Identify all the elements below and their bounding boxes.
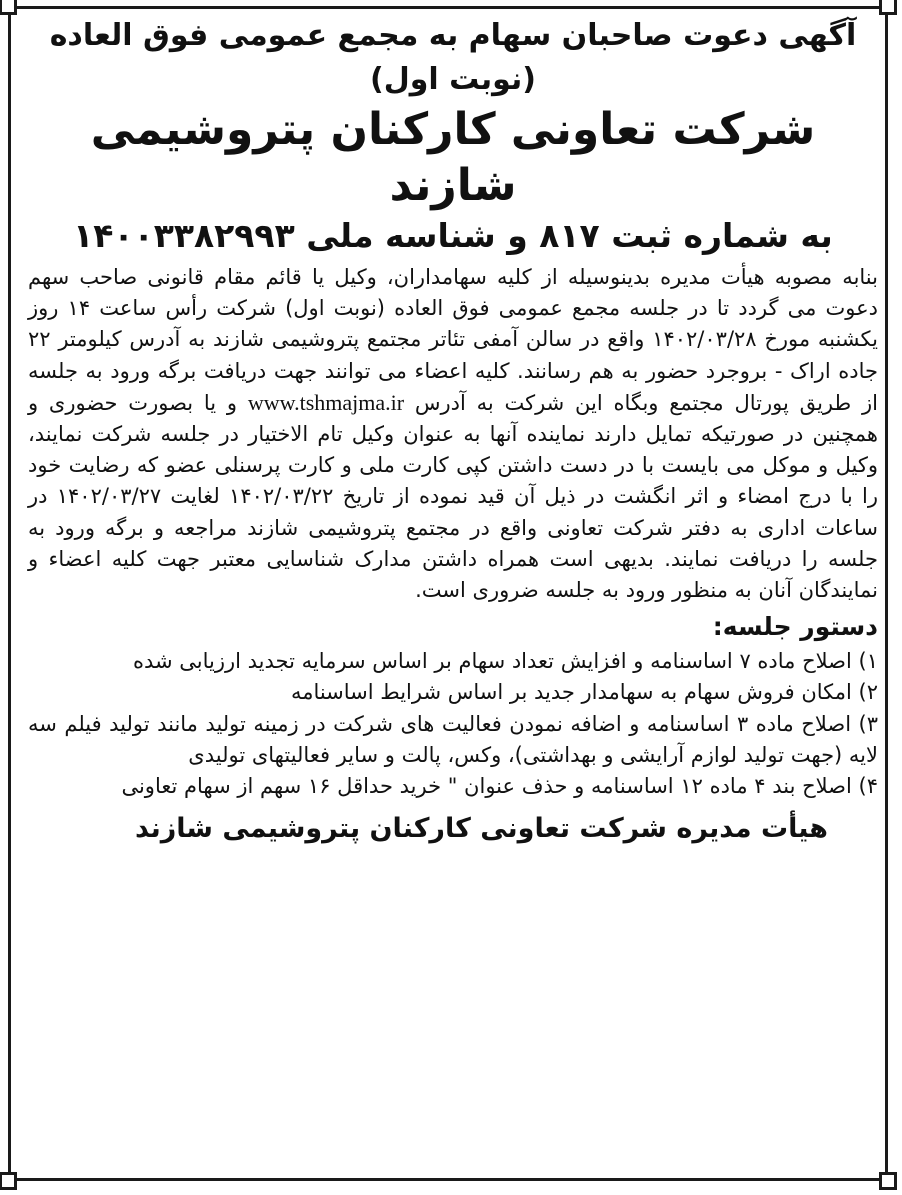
frame-corner-bottom-left [0,1172,17,1190]
board-signature: هیأت مدیره شرکت تعاونی کارکنان پتروشیمی شازند [135,813,828,845]
company-name: شرکت تعاونی کارکنان پتروشیمی شازند [90,104,816,211]
agenda-item: ۲) امکان فروش سهام به سهامدار جدید بر اساس شرایط اساسنامه [290,680,878,705]
website-link[interactable]: www.tshmajma.ir [247,389,405,415]
agenda-list [28,646,878,802]
agenda-item: ۴) اصلاح بند ۴ ماده ۱۲ اساسنامه و حذف عنوان " خرید حداقل ۱۶ سهم از سهام تعاونی [121,774,878,799]
frame-corner-top-right [879,0,897,15]
notice-body [28,262,878,606]
agenda-item: ۳) اصلاح ماده ۳ اساسنامه و اضافه نمودن فعالیت های شرکت در زمینه تولید مانند تولید فیلم سه لایه (جهت تولید لوازم آرایشی و بهداشتی)، وکس، پالت و سایر فعالیتهای تولیدی [28,711,878,767]
body-text-part-1: بنابه مصوبه هیأت مدیره بدینوسیله از کلیه سهامداران، وکیل یا قائم مقام قانونی صاحب سهم دعوت می گردد تا در جلسه مجمع عمومی فوق العاده (نوبت اول) شرکت رأس ساعت ۱۴ روز یکشنبه مورخ ۱۴۰۲/۰۳/۲۸ واقع در سالن آمفی تئاتر مجتمع پتروشیمی شازند به آدرس کیلومتر ۲۲ جاده اراک - بروجرد حضور به هم رسانند. کلیه اعضاء می توانند جهت دریافت برگه ورود به جلسه از طریق پورتال مجتمع وبگاه این شرکت به آدرس [28,265,878,415]
agenda-title: دستور جلسه: [712,612,878,642]
frame-corner-bottom-right [879,1172,897,1190]
agenda-item: ۱) اصلاح ماده ۷ اساسنامه و افزایش تعداد سهام بر اساس سرمایه تجدید ارزیابی شده [132,649,878,674]
notice-heading: آگهی دعوت صاحبان سهام به مجمع عمومی فوق العاده (نوبت اول) [49,18,857,97]
frame-corner-top-left [0,0,17,15]
body-text-part-2: و یا بصورت حضوری و همچنین در صورتیکه تمایل دارند نماینده آنها به عنوان وکیل تام الاختیار در جلسه شرکت نمایند، وکیل و موکل می بایست با در دست داشتن کپی کارت ملی و کارت پرسنلی عضو که رضایت خود را با درج امضاء و اثر انگشت در ذیل آن قید نموده از تاریخ ۱۴۰۲/۰۳/۲۲ لغایت ۱۴۰۲/۰۳/۲۷ در ساعات اداری به دفتر شرکت تعاونی واقع در مجتمع پتروشیمی شازند مراجعه و برگه ورود به جلسه را دریافت نمایند. بدیهی است همراه داشتن مدارک شناسایی معتبر جهت کلیه اعضاء و نمایندگان آنان به منظور ورود به جلسه ضروری است. [28,390,879,603]
notice-content [28,14,878,850]
registration-line: به شماره ثبت ۸۱۷ و شناسه ملی ۱۴۰۰۳۳۸۲۹۹۳ [73,216,833,255]
